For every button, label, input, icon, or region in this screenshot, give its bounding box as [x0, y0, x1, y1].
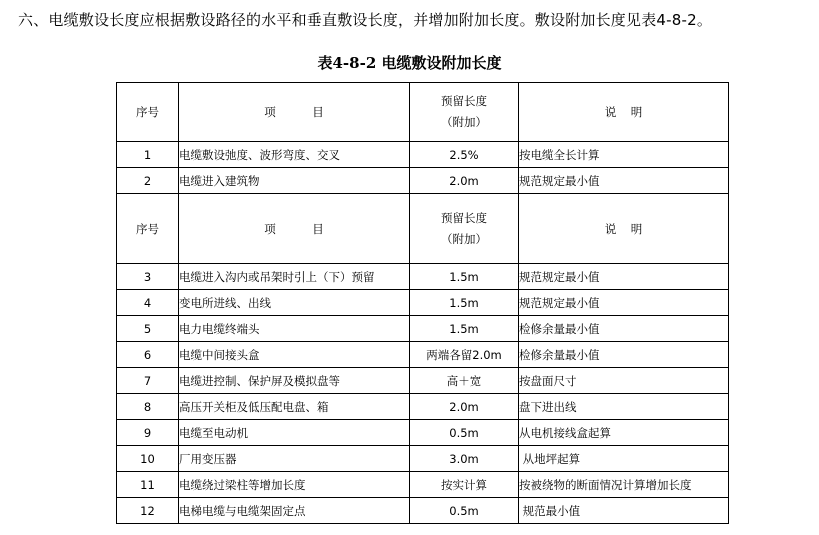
row-description: 按盘面尺寸: [519, 368, 729, 394]
row-item: 高压开关柜及低压配电盘、箱: [179, 394, 410, 420]
row-number: 8: [117, 394, 179, 420]
header-item: 项 目: [179, 194, 410, 264]
row-number: 1: [117, 142, 179, 168]
header-allowance-line1: 预留长度: [441, 210, 487, 225]
row-item: 电缆至电动机: [179, 420, 410, 446]
row-allowance: 高＋宽: [410, 368, 519, 394]
row-allowance: 0.5m: [410, 420, 519, 446]
row-description: 规范规定最小值: [519, 168, 729, 194]
row-number: 2: [117, 168, 179, 194]
table-row: [117, 472, 729, 498]
row-item: 电力电缆终端头: [179, 316, 410, 342]
row-allowance: 按实计算: [410, 472, 519, 498]
table-row: [117, 420, 729, 446]
header-allowance-line1: 预留长度: [441, 94, 487, 108]
row-description: 按电缆全长计算: [519, 142, 729, 168]
row-item: 电缆绕过梁柱等增加长度: [179, 472, 410, 498]
row-description: 按被绕物的断面情况计算增加长度: [519, 472, 729, 498]
row-item: 电缆中间接头盒: [179, 342, 410, 368]
row-description: 从地坪起算: [519, 446, 729, 472]
row-number: 5: [117, 316, 179, 342]
table-row: [117, 342, 729, 368]
row-item: 厂用变压器: [179, 446, 410, 472]
cable-allowance-table: [116, 82, 729, 524]
row-description: 盘下进出线: [519, 394, 729, 420]
header-desc: 说 明: [519, 194, 729, 264]
row-allowance: 1.5m: [410, 290, 519, 316]
table-row: [117, 498, 729, 524]
row-description: 规范规定最小值: [519, 290, 729, 316]
row-description: 从电机接线盒起算: [519, 420, 729, 446]
row-number: 10: [117, 446, 179, 472]
header-seq: 序号: [117, 83, 179, 142]
rows-group-a: [117, 142, 729, 194]
row-item: 电梯电缆与电缆架固定点: [179, 498, 410, 524]
row-number: 6: [117, 342, 179, 368]
header-allowance-line2: （附加）: [441, 115, 487, 129]
row-description: 检修余量最小值: [519, 342, 729, 368]
row-description: 检修余量最小值: [519, 316, 729, 342]
row-item: 电缆进控制、保护屏及模拟盘等: [179, 368, 410, 394]
row-number: 12: [117, 498, 179, 524]
table-caption: 表4-8-2 电缆敷设附加长度: [317, 54, 502, 72]
header-item: 项 目: [179, 83, 410, 142]
table-row: [117, 290, 729, 316]
header-seq: 序号: [117, 194, 179, 264]
row-description: 规范规定最小值: [519, 264, 729, 290]
row-number: 4: [117, 290, 179, 316]
row-description: 规范最小值: [519, 498, 729, 524]
table-row: [117, 168, 729, 194]
row-item: 电缆进入建筑物: [179, 168, 410, 194]
table-row: [117, 316, 729, 342]
table-header-row-repeat: [117, 194, 729, 264]
row-allowance: 1.5m: [410, 264, 519, 290]
row-allowance: 3.0m: [410, 446, 519, 472]
header-allowance-line2: （附加）: [441, 231, 487, 246]
row-item: 电缆敷设弛度、波形弯度、交叉: [179, 142, 410, 168]
row-number: 3: [117, 264, 179, 290]
row-allowance: 2.0m: [410, 168, 519, 194]
row-allowance: 2.0m: [410, 394, 519, 420]
row-number: 9: [117, 420, 179, 446]
row-item: 变电所进线、出线: [179, 290, 410, 316]
table-row: [117, 394, 729, 420]
rows-group-b: [117, 264, 729, 524]
row-item: 电缆进入沟内或吊架时引上（下）预留: [179, 264, 410, 290]
table-header-row: [117, 83, 729, 142]
intro-paragraph: 六、电缆敷设长度应根据敷设路径的水平和垂直敷设长度，并增加附加长度。敷设附加长度见表4-8-2。: [18, 11, 713, 29]
header-desc: 说 明: [519, 83, 729, 142]
row-allowance: 2.5%: [410, 142, 519, 168]
table-row: [117, 368, 729, 394]
header-allowance: [410, 83, 519, 142]
row-allowance: 两端各留2.0m: [410, 342, 519, 368]
table-row: [117, 142, 729, 168]
row-allowance: 1.5m: [410, 316, 519, 342]
table-row: [117, 446, 729, 472]
header-allowance: [410, 194, 519, 264]
row-number: 11: [117, 472, 179, 498]
row-number: 7: [117, 368, 179, 394]
table-row: [117, 264, 729, 290]
row-allowance: 0.5m: [410, 498, 519, 524]
